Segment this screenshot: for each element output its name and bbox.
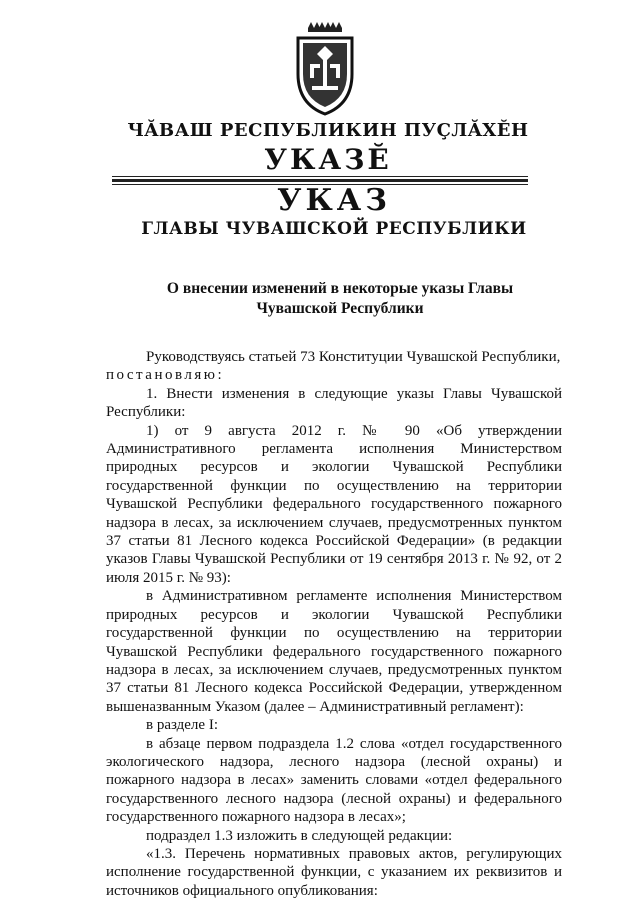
- preamble-paragraph: [106, 348, 562, 385]
- paragraph-item-1: 1. Внести изменения в следующие указы Главы Чувашской Республики:: [106, 385, 562, 421]
- paragraph-section-1: в разделе I:: [146, 717, 218, 734]
- subject-line-2: Чувашской Республики: [256, 300, 424, 317]
- chuvash-header-line1: ЧĂВАШ РЕСПУБЛИКИН ПУÇЛĂХĔН: [127, 120, 529, 141]
- paragraph-subsection-1-3: подраздел 1.3 изложить в следующей редакции:: [146, 827, 453, 844]
- preamble-text: Руководствуясь статьей 73 Конституции Чувашской Республики,: [146, 349, 561, 365]
- document-type-title: УКАЗ: [277, 183, 391, 218]
- header-divider-top: [112, 176, 528, 177]
- document-subject: [130, 279, 550, 319]
- document-body: [106, 348, 562, 900]
- header-divider-middle: [112, 179, 528, 182]
- chuvash-coat-of-arms-icon: [290, 20, 360, 120]
- paragraph-subsection-1-2: в абзаце первом подраздела 1.2 слова «отдел государственного экологического надзора, лесного надзора (лесной охраны) и пожарного надзора в лесах» заменить словами «отдел федерального государственного лесного надзора (лесной охраны) и федерального государственного пожарного надзора в лесах»;: [106, 735, 562, 826]
- document-issuer: ГЛАВЫ ЧУВАШСКОЙ РЕСПУБЛИКИ: [141, 219, 527, 239]
- paragraph-quote-1-3: «1.3. Перечень нормативных правовых актов, регулирующих исполнение государственной функции, с указанием их реквизитов и источников официального опубликования:: [106, 845, 562, 899]
- paragraph-subitem-1: 1) от 9 августа 2012 г. № 90 «Об утверждении Административного регламента исполнения Министерством природных ресурсов и экологии Чувашской Республики государственной функции по осуществлению на территории Чувашской Республики федерального государственного пожарного надзора в лесах, за исключением случаев, предусмотренных пунктом 37 статьи 81 Лесного кодекса Российской Федерации» (в редакции указов Главы Чувашской Республики от 19 сентября 2013 г. № 92, от 2 июля 2015 г. № 93):: [106, 422, 562, 586]
- paragraph-regulation: в Административном регламенте исполнения Министерством природных ресурсов и экологии Чувашской Республики государственной функции по осуществлению на территории Чувашской Республики федерального государственного пожарного надзора в лесах, за исключением случаев, предусмотренных пунктом 37 статьи 81 Лесного кодекса Российской Федерации, утвержденном вышеназванным Указом (далее – Административный регламент):: [106, 588, 562, 715]
- resolution-word: постановляю:: [106, 367, 225, 384]
- subject-line-1: О внесении изменений в некоторые указы Главы: [166, 280, 514, 297]
- chuvash-header-title: УКАЗĔ: [264, 143, 392, 176]
